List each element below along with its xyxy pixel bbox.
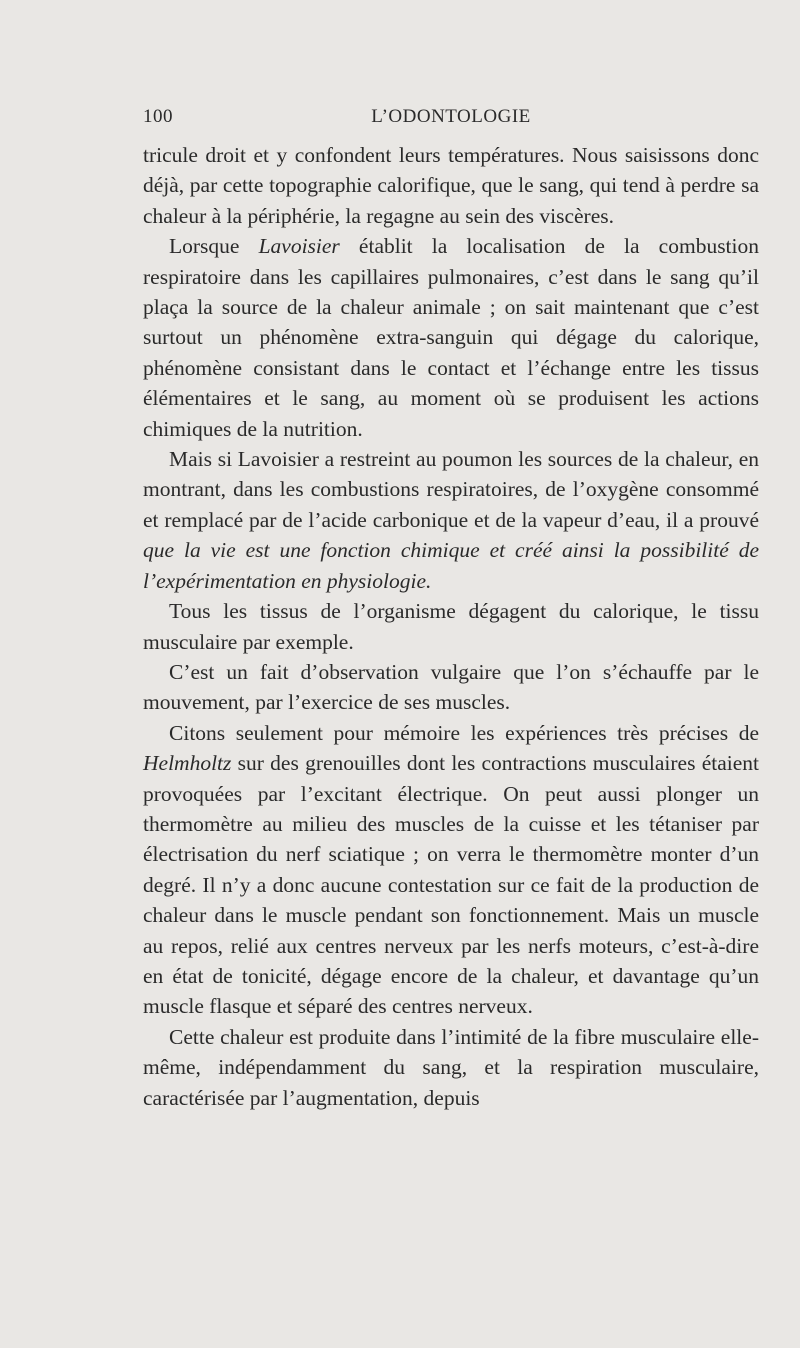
italic-quotation: que la vie est une fonction chimique et créé ainsi la possibilité de l’expérimentation en physiologie.	[143, 538, 759, 593]
italic-name-helmholtz: Helmholtz	[143, 751, 232, 776]
paragraph-text: Lorsque	[169, 234, 259, 259]
paragraph-text: tricule droit et y confondent leurs températures. Nous saisissons donc déjà, par cette topographie calorifique, que le sang, qui tend à perdre sa chaleur à la périphérie, la regagne au sein des viscères.	[143, 143, 759, 228]
paragraph-text: Tous les tissus de l’organisme dégagent du calorique, le tissu musculaire par exemple.	[143, 599, 759, 654]
paragraph-text: Citons seulement pour mémoire les expériences très précises de	[169, 720, 759, 745]
paragraph-text: Cette chaleur est produite dans l’intimité de la fibre musculaire elle-même, indépendamment du sang, et la respiration musculaire, caractérisée par l’augmentation, depuis	[143, 1024, 759, 1110]
paragraph-2	[143, 231, 759, 444]
paragraph-1	[143, 140, 759, 231]
paragraph-text: établit la localisation de la combustion respiratoire dans les capillaires pulmonaires, c’est dans le sang qu’il plaça la source de la chaleur animale ; on sait maintenant que c’est surtout un phénomène extra-sanguin qui dégage du calorique, phénomène consistant dans le contact et l’échange entre les tissus élémentaires et le sang, au moment où se produisent les actions chimiques de la nutrition.	[143, 234, 760, 441]
paragraph-3	[143, 444, 759, 596]
running-header	[143, 106, 759, 130]
running-title: L’ODONTOLOGIE	[371, 106, 531, 127]
body-text	[143, 140, 759, 1113]
paragraph-text: Mais si Lavoisier a restreint au poumon les sources de la chaleur, en montrant, dans les combustions respiratoires, de l’oxygène consommé et remplacé par de l’acide carbonique et de la vapeur d’eau, il a prouvé	[143, 447, 759, 532]
italic-name-lavoisier: Lavoisier	[258, 234, 340, 259]
paragraph-text: C’est un fait d’observation vulgaire que l’on s’échauffe par le mouvement, par l’exercice de ses muscles.	[143, 659, 759, 715]
paragraph-6	[143, 718, 759, 1022]
paragraph-5	[143, 657, 759, 718]
page-number: 100	[143, 106, 173, 127]
paragraph-text: sur des grenouilles dont les contractions musculaires étaient provoquées par l’excitant électrique. On peut aussi plonger un thermomètre au milieu des muscles de la cuisse et les tétaniser par électrisation du nerf sciatique ; on verra le thermomètre monter d’un degré. Il n’y a donc aucune contestation sur ce fait de la production de chaleur dans le muscle pendant son fonctionnement. Mais un muscle au repos, relié aux centres nerveux par les nerfs moteurs, c’est-à-dire en état de tonicité, dégage encore de la chaleur, et davantage qu’un muscle flasque et séparé des centres nerveux.	[143, 751, 759, 1019]
paragraph-7	[143, 1022, 759, 1113]
paragraph-4	[143, 596, 759, 657]
